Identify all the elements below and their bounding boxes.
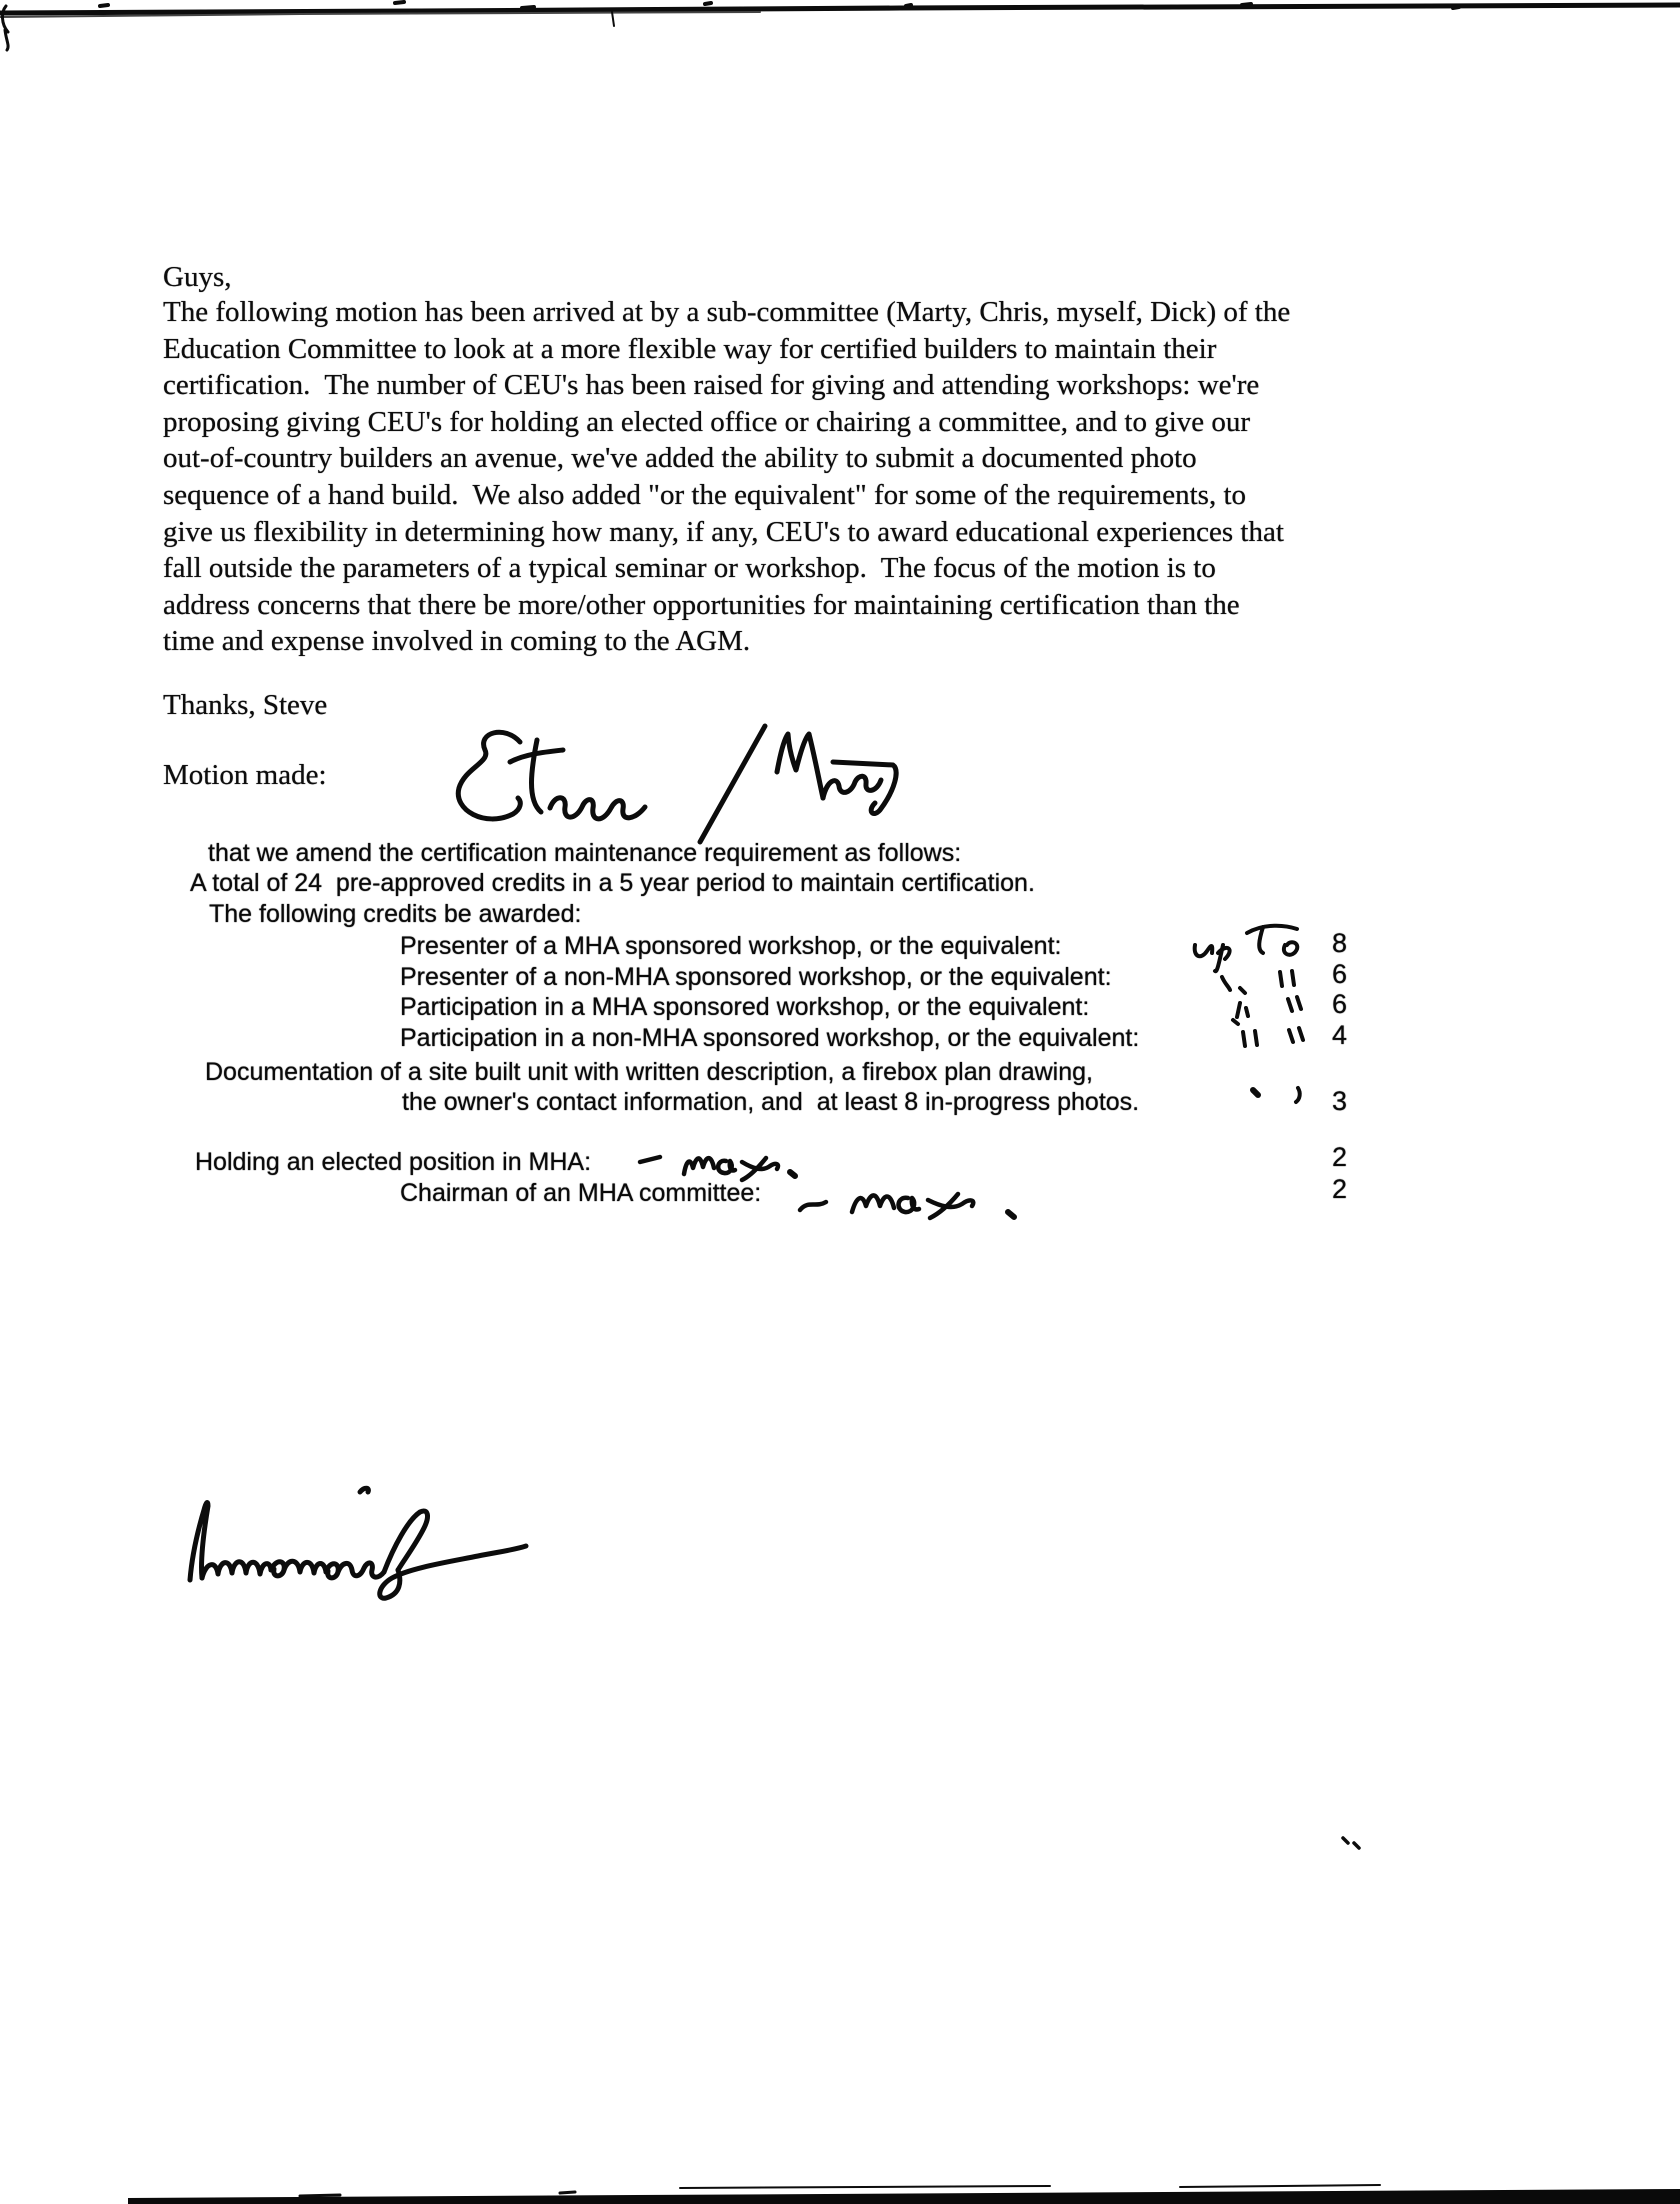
body-line: out-of-country builders an avenue, we've added the ability to submit a documented photo [163, 442, 1197, 475]
credit-label: Presenter of a non-MHA sponsored workshop, or the equivalent: [400, 963, 1112, 991]
body-line: address concerns that there be more/other opportunities for maintaining certification than the [163, 588, 1240, 621]
motion-intro-line: that we amend the certification maintenance requirement as follows: [208, 839, 962, 867]
handwritten-max-annotation-1 [640, 1157, 795, 1180]
credit-value: 8 [1331, 928, 1347, 958]
body-line: time and expense involved in coming to the AGM. [163, 625, 751, 658]
motion-intro-line: The following credits be awarded: [209, 900, 582, 928]
body-line: certification. The number of CEU's has been raised for giving and attending workshops: we're [163, 369, 1260, 402]
credit-value: 6 [1331, 989, 1347, 1019]
officer-credit-label: Chairman of an MHA committee: [400, 1179, 762, 1207]
body-line: sequence of a hand build. We also added "or the equivalent" for some of the requirements, to [163, 478, 1246, 511]
memo-body [163, 294, 1290, 660]
motion-intro-line: A total of 24 pre-approved credits in a 5 year period to maintain certification. [190, 869, 1035, 897]
motion-made-label: Motion made: [163, 759, 327, 791]
credit-value: 4 [1331, 1020, 1347, 1050]
officer-credit-label: Holding an elected position in MHA: [195, 1148, 592, 1176]
documentation-line-2: the owner's contact information, and at least 8 in-progress photos. [402, 1088, 1140, 1116]
handwritten-up-to-annotation [1195, 926, 1298, 972]
handwritten-signature-steve-marty [458, 726, 896, 842]
credit-value: 2 [1331, 1174, 1347, 1204]
credit-value: 3 [1331, 1086, 1347, 1116]
handwritten-max-annotation-2 [800, 1194, 1014, 1218]
body-line: The following motion has been arrived at by a sub-committee (Marty, Chris, myself, Dick) of the [163, 296, 1291, 328]
body-line: fall outside the parameters of a typical seminar or workshop. The focus of the motion is to [163, 552, 1216, 585]
documentation-line-1: Documentation of a site built unit with written description, a firebox plan drawing, [205, 1058, 1093, 1086]
signoff: Thanks, Steve [163, 689, 328, 721]
scan-artifact-top-line [0, 2, 1680, 50]
credit-label: Participation in a non-MHA sponsored workshop, or the equivalent: [400, 1024, 1140, 1052]
stray-scan-mark [1343, 1838, 1359, 1848]
credit-value: 6 [1331, 959, 1347, 989]
scan-artifact-bottom-band [128, 2185, 1680, 2204]
body-line: Education Committee to look at a more flexible way for certified builders to maintain their [163, 332, 1217, 365]
credit-label: Participation in a MHA sponsored workshop, or the equivalent: [400, 993, 1090, 1021]
body-line: proposing giving CEU's for holding an elected office or chairing a committee, and to give our [163, 405, 1251, 438]
credit-value: 2 [1331, 1142, 1347, 1172]
body-line: give us flexibility in determining how many, if any, CEU's to award educational experiences that [163, 515, 1284, 548]
greeting: Guys, [163, 261, 232, 293]
handwritten-unanimously [190, 1488, 526, 1598]
credit-label: Presenter of a MHA sponsored workshop, or the equivalent: [400, 932, 1062, 960]
